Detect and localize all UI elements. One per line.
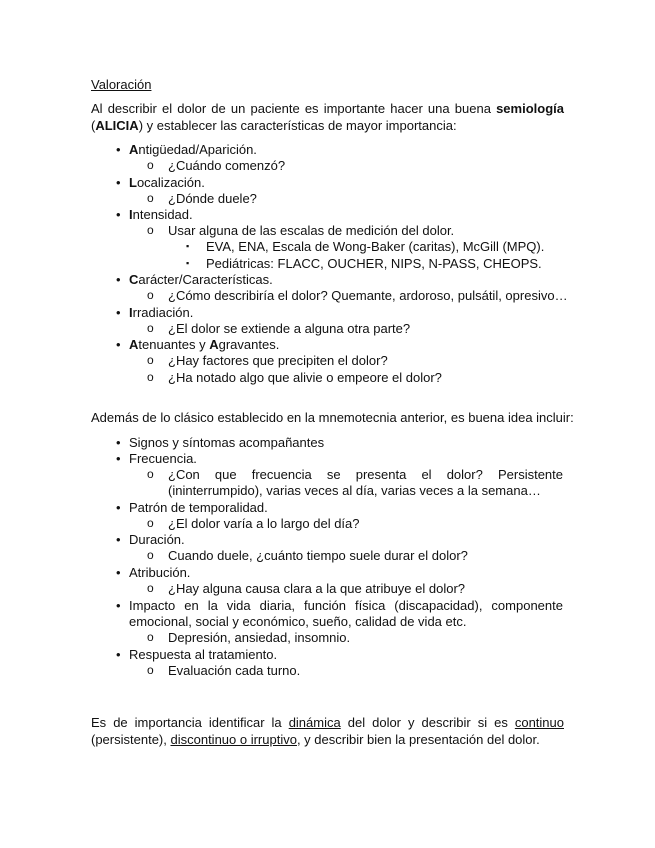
- sub-item-label: ¿El dolor varía a lo largo del día?: [168, 516, 360, 531]
- bullet-icon: •: [116, 451, 121, 466]
- sub-item-label: (ininterrumpido), varias veces al día, varias veces a la semana…: [168, 483, 541, 498]
- sub-item-continuation: [0, 482, 655, 499]
- list-item: [0, 174, 655, 191]
- list-item: [0, 206, 655, 223]
- bullet-icon: •: [116, 500, 121, 515]
- bullet-icon: o: [147, 321, 154, 335]
- sub-item-label: Cuando duele, ¿cuánto tiempo suele durar el dolor?: [168, 548, 468, 563]
- sub-sub-item-label: EVA, ENA, Escala de Wong-Baker (caritas), McGill (MPQ).: [206, 239, 545, 254]
- intro-paragraph: [91, 100, 564, 134]
- list-item-label: arácter/Características.: [138, 272, 273, 287]
- bullet-icon: •: [116, 272, 121, 287]
- square-bullet-icon: ▪: [186, 241, 190, 251]
- list-item-label: Frecuencia.: [129, 451, 197, 466]
- sub-item-label: ¿Con que frecuencia se presenta el dolor? Persistente: [168, 467, 563, 482]
- bullet-icon: o: [147, 581, 154, 595]
- list-item-label: gravantes.: [218, 337, 280, 352]
- closing-text: del dolor y describir si es: [340, 715, 515, 730]
- sub-item: [0, 580, 655, 597]
- sub-item-label: ¿Dónde duele?: [168, 191, 257, 206]
- sub-item-label: ¿Ha notado algo que alivie o empeore el dolor?: [168, 370, 442, 385]
- list-item: [0, 336, 655, 353]
- sub-item: [0, 466, 655, 483]
- list-item: [0, 646, 655, 663]
- bullet-icon: •: [116, 565, 121, 580]
- list-item: [0, 271, 655, 288]
- list-item: [0, 499, 655, 516]
- sub-item: [0, 320, 655, 337]
- bullet-icon: o: [147, 288, 154, 302]
- list-item-label: Duración.: [129, 532, 185, 547]
- sub-item-label: ¿Hay alguna causa clara a la que atribuye el dolor?: [168, 581, 466, 596]
- sub-item-label: ¿Hay factores que precipiten el dolor?: [168, 353, 388, 368]
- bullet-icon: •: [116, 305, 121, 320]
- list-item-label: Respuesta al tratamiento.: [129, 647, 278, 662]
- closing-text: , y describir bien la presentación del dolor.: [296, 732, 540, 747]
- sub-item: [0, 190, 655, 207]
- mnemonic-letter: I: [129, 207, 133, 222]
- intro-bold-semiologia: semiología: [496, 101, 564, 116]
- list-item-label: tenuantes y: [138, 337, 210, 352]
- underlined-term: continuo: [514, 715, 564, 730]
- list-item: [0, 564, 655, 581]
- sub-item-label: ¿Cómo describiría el dolor? Quemante, ardoroso, pulsátil, opresivo…: [168, 288, 568, 303]
- list-item-label: Atribución.: [129, 565, 191, 580]
- sub-item: [0, 352, 655, 369]
- bullet-icon: o: [147, 223, 154, 237]
- list-item-label: Patrón de temporalidad.: [129, 500, 268, 515]
- closing-text: (persistente),: [91, 732, 171, 747]
- bullet-icon: •: [116, 532, 121, 547]
- bullet-icon: •: [116, 435, 121, 450]
- sub-item: [0, 369, 655, 386]
- bullet-icon: o: [147, 158, 154, 172]
- bullet-icon: o: [147, 353, 154, 367]
- mnemonic-letter: L: [129, 175, 137, 190]
- intro-bold-alicia: ALICIA: [95, 118, 139, 133]
- bullet-icon: o: [147, 548, 154, 562]
- sub-item-label: Evaluación cada turno.: [168, 663, 301, 678]
- sub-item: [0, 222, 655, 239]
- bullet-icon: •: [116, 175, 121, 190]
- intro-text-1: Al describir el dolor de un paciente es importante hacer una buena: [91, 101, 497, 116]
- list-item-label: ntensidad.: [132, 207, 193, 222]
- sub-item: [0, 157, 655, 174]
- mnemonic-letter: A: [129, 142, 139, 157]
- sub-sub-item-label: Pediátricas: FLACC, OUCHER, NIPS, N-PASS, CHEOPS.: [206, 256, 542, 271]
- sub-item: [0, 662, 655, 679]
- sub-sub-item: [0, 255, 655, 272]
- list-item-label: ocalización.: [136, 175, 205, 190]
- bullet-icon: o: [147, 630, 154, 644]
- mnemonic-letter: A: [209, 337, 219, 352]
- bullet-icon: o: [147, 370, 154, 384]
- list-item-label: ntigüedad/Aparición.: [138, 142, 257, 157]
- bullet-icon: •: [116, 647, 121, 662]
- list-item: [0, 597, 655, 614]
- bullet-icon: •: [116, 207, 121, 222]
- bullet-icon: •: [116, 142, 121, 157]
- sub-item: [0, 547, 655, 564]
- bullet-icon: •: [116, 337, 121, 352]
- closing-paragraph: [91, 714, 564, 748]
- sub-item: [0, 515, 655, 532]
- bullet-icon: o: [147, 191, 154, 205]
- bullet-icon: •: [116, 598, 121, 613]
- closing-text: Es de importancia identificar la: [91, 715, 289, 730]
- list-item-label: Impacto en la vida diaria, función física (discapacidad), componente: [129, 598, 563, 613]
- intro-text-3: ) y establecer las características de mayor importancia:: [138, 118, 457, 133]
- square-bullet-icon: ▪: [186, 258, 190, 268]
- list-item-continuation: [0, 613, 655, 630]
- sub-item: [0, 287, 655, 304]
- list-item: [0, 531, 655, 548]
- bullet-icon: o: [147, 663, 154, 677]
- list-item: [0, 304, 655, 321]
- sub-item-label: ¿El dolor se extiende a alguna otra parte?: [168, 321, 411, 336]
- list-item-label: emocional, social y económico, sueño, calidad de vida etc.: [129, 614, 467, 629]
- bullet-icon: o: [147, 467, 154, 481]
- bullet-icon: o: [147, 516, 154, 530]
- sub-sub-item: [0, 238, 655, 255]
- list-item-label: Signos y síntomas acompañantes: [129, 435, 325, 450]
- underlined-term: discontinuo o irruptivo: [170, 732, 297, 747]
- mnemonic-letter: C: [129, 272, 139, 287]
- section-title: Valoración: [91, 77, 152, 92]
- sub-item: [0, 629, 655, 646]
- sub-item-label: Usar alguna de las escalas de medición del dolor.: [168, 223, 455, 238]
- sub-item-label: ¿Cuándo comenzó?: [168, 158, 286, 173]
- mnemonic-letter: A: [129, 337, 139, 352]
- sub-item-label: Depresión, ansiedad, insomnio.: [168, 630, 351, 645]
- list-item: [0, 141, 655, 158]
- list-item: [0, 450, 655, 467]
- underlined-term: dinámica: [288, 715, 341, 730]
- mnemonic-letter: I: [129, 305, 133, 320]
- additional-intro-paragraph: Además de lo clásico establecido en la mnemotecnia anterior, es buena idea incluir:: [91, 410, 574, 425]
- list-item-label: rradiación.: [132, 305, 194, 320]
- intro-text-2: (: [91, 118, 96, 133]
- list-item: [0, 434, 655, 451]
